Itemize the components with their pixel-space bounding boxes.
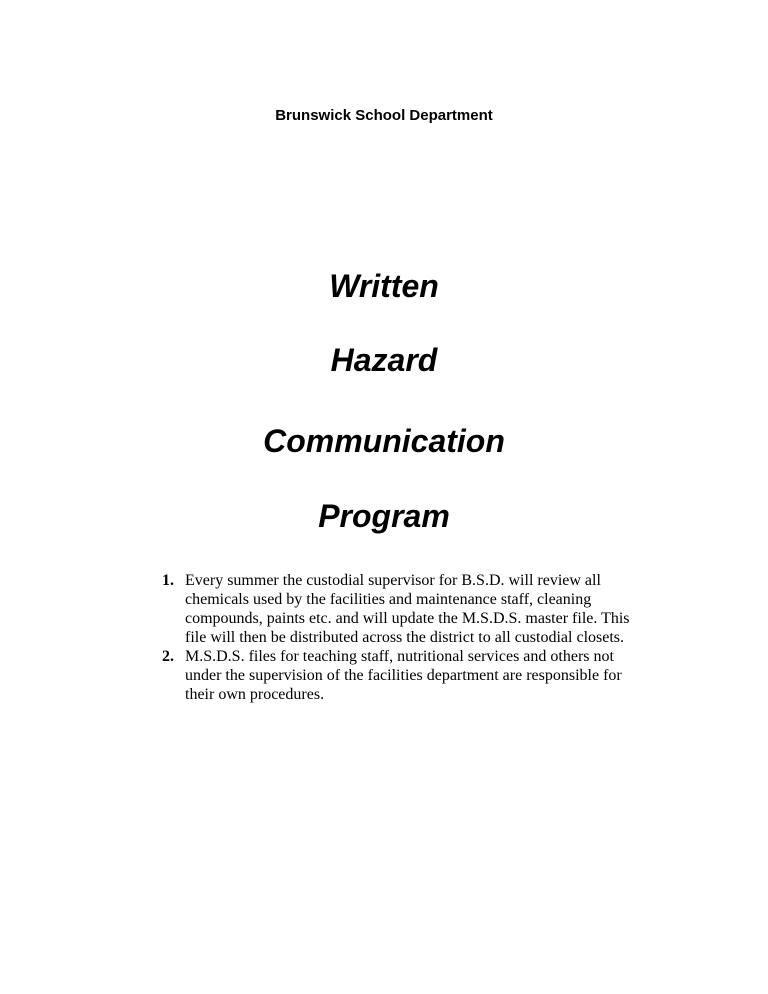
title-line-program: Program [318,498,450,534]
list-item [162,571,632,647]
title-line-written: Written [329,268,439,304]
list-item-text: M.S.D.S. files for teaching staff, nutritional services and others not under the supervision of the facilities department are responsible for their own procedures. [185,648,622,703]
list-item-number: 2. [162,648,174,665]
list-item [162,647,632,704]
procedure-list [162,571,632,704]
list-item-number: 1. [162,572,174,589]
title-line-hazard: Hazard [330,342,438,378]
list-item-text: Every summer the custodial supervisor for B.S.D. will review all chemicals used by the facilities and maintenance staff, cleaning compounds, paints etc. and will update the M.S.D.S. master file. This file will then be distributed across the district to all custodial closets. [185,572,630,646]
title-line-communication: Communication [263,423,505,459]
organization-name: Brunswick School Department [275,107,493,124]
